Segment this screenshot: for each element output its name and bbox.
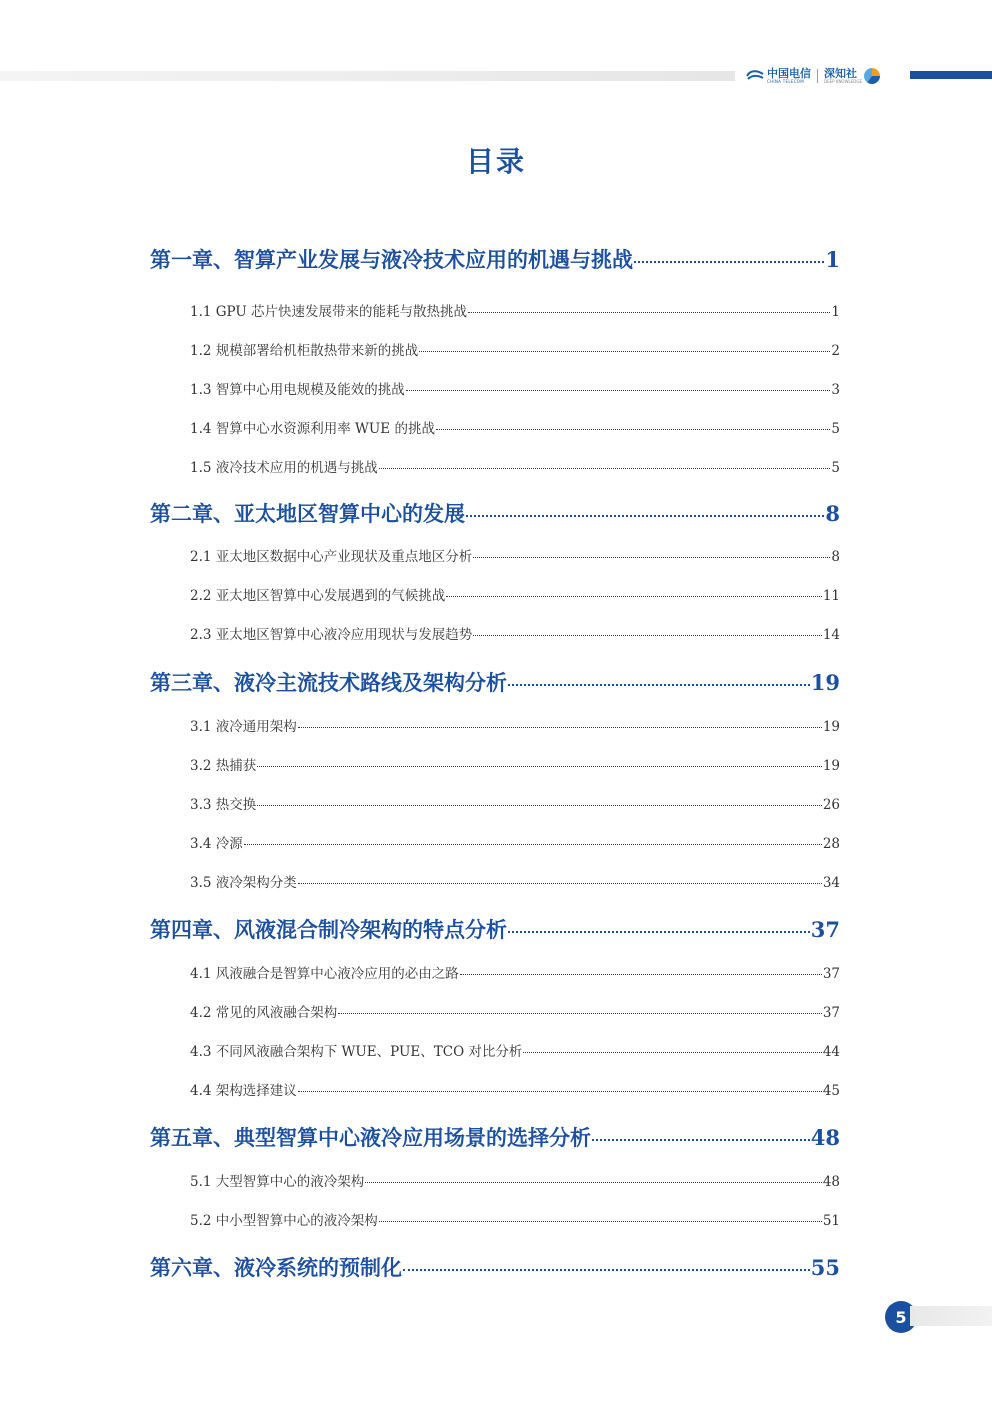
toc-entry-label: 1.1 GPU 芯片快速发展带来的能耗与散热挑战 <box>190 304 468 320</box>
toc-section-entry[interactable] <box>150 871 840 891</box>
toc-entry-label: 2.1 亚太地区数据中心产业现状及重点地区分析 <box>190 549 473 565</box>
toc-dot-leader <box>244 844 822 845</box>
toc-entry-page-number: 37 <box>822 966 840 982</box>
toc-section-entry[interactable] <box>150 715 840 735</box>
toc-entry-page-number: 5 <box>831 421 840 437</box>
toc-section-entry[interactable] <box>150 456 840 476</box>
toc-entry-label: 4.2 常见的风液融合架构 <box>190 1005 338 1021</box>
china-telecom-logo-subtext: CHINA TELECOM <box>767 79 804 84</box>
toc-entry-page-number: 45 <box>822 1083 840 1099</box>
toc-section-entry[interactable] <box>150 793 840 813</box>
toc-dot-leader <box>468 312 830 313</box>
china-telecom-logo <box>745 68 811 84</box>
toc-entry-label: 第六章、液冷系统的预制化 <box>150 1255 402 1280</box>
toc-chapter-entry[interactable] <box>150 1122 840 1152</box>
toc-section-entry[interactable] <box>150 962 840 982</box>
toc-section-entry[interactable] <box>150 378 840 398</box>
toc-entry-label: 4.1 风液融合是智算中心液冷应用的必由之路 <box>190 966 459 982</box>
toc-entry-label: 3.2 热捕获 <box>190 758 257 774</box>
toc-entry-page-number: 5 <box>831 460 840 476</box>
toc-entry-label: 第三章、液冷主流技术路线及架构分析 <box>150 670 507 695</box>
shenzhishe-logo-text: 深知社 <box>824 67 857 80</box>
toc-dot-leader <box>523 1052 821 1053</box>
toc-entry-label: 2.3 亚太地区智算中心液冷应用现状与发展趋势 <box>190 627 473 643</box>
toc-dot-leader <box>379 1221 822 1222</box>
toc-dot-leader <box>257 805 822 806</box>
toc-entry-label: 2.2 亚太地区智算中心发展遇到的气候挑战 <box>190 588 446 604</box>
toc-entry-label: 1.2 规模部署给机柜散热带来新的挑战 <box>190 343 419 359</box>
toc-section-entry[interactable] <box>150 417 840 437</box>
toc-entry-page-number: 48 <box>810 1125 840 1150</box>
toc-entry-label: 第五章、典型智算中心液冷应用场景的选择分析 <box>150 1125 591 1150</box>
toc-section-entry[interactable] <box>150 339 840 359</box>
page-number-badge: 5 <box>885 1301 917 1333</box>
china-telecom-logo-text: 中国电信 <box>767 67 811 80</box>
toc-entry-label: 4.4 架构选择建议 <box>190 1083 297 1099</box>
toc-section-entry[interactable] <box>150 1001 840 1021</box>
toc-entry-page-number: 3 <box>831 382 840 398</box>
toc-dot-leader <box>634 261 824 263</box>
toc-dot-leader <box>257 766 822 767</box>
toc-entry-page-number: 19 <box>822 758 840 774</box>
toc-dot-leader <box>508 684 810 686</box>
toc-entry-label: 第二章、亚太地区智算中心的发展 <box>150 501 465 526</box>
toc-chapter-entry[interactable] <box>150 914 840 944</box>
toc-entry-page-number: 26 <box>822 797 840 813</box>
toc-dot-leader <box>406 390 831 391</box>
toc-entry-label: 3.1 液冷通用架构 <box>190 719 297 735</box>
toc-dot-leader <box>436 429 830 430</box>
toc-entry-page-number: 1 <box>831 304 840 320</box>
toc-entry-page-number: 2 <box>831 343 840 359</box>
toc-entry-page-number: 19 <box>822 719 840 735</box>
toc-entry-page-number: 37 <box>810 917 840 942</box>
toc-entry-page-number: 8 <box>831 549 840 565</box>
toc-dot-leader <box>466 515 824 517</box>
toc-dot-leader <box>508 931 810 933</box>
shenzhishe-logo <box>824 68 880 84</box>
toc-entry-label: 第一章、智算产业发展与液冷技术应用的机遇与挑战 <box>150 247 633 272</box>
header-rule-right <box>910 71 992 79</box>
toc-entry-page-number: 28 <box>822 836 840 852</box>
toc-entry-label: 1.4 智算中心水资源利用率 WUE 的挑战 <box>190 421 435 437</box>
toc-section-entry[interactable] <box>150 832 840 852</box>
toc-entry-label: 3.5 液冷架构分类 <box>190 875 297 891</box>
toc-dot-leader <box>298 883 822 884</box>
toc-dot-leader <box>473 635 822 636</box>
toc-section-entry[interactable] <box>150 1079 840 1099</box>
toc-chapter-entry[interactable] <box>150 667 840 697</box>
toc-dot-leader <box>365 1182 822 1183</box>
toc-entry-page-number: 48 <box>822 1174 840 1190</box>
china-telecom-swirl-icon <box>745 69 765 83</box>
toc-entry-page-number: 19 <box>810 670 840 695</box>
toc-entry-label: 5.2 中小型智算中心的液冷架构 <box>190 1213 378 1229</box>
toc-dot-leader <box>460 974 822 975</box>
toc-section-entry[interactable] <box>150 1170 840 1190</box>
toc-entry-page-number: 37 <box>822 1005 840 1021</box>
toc-entry-label: 1.3 智算中心用电规模及能效的挑战 <box>190 382 405 398</box>
globe-icon <box>864 68 880 84</box>
toc-entry-page-number: 51 <box>822 1213 840 1229</box>
toc-entry-page-number: 34 <box>822 875 840 891</box>
toc-section-entry[interactable] <box>150 584 840 604</box>
toc-chapter-entry[interactable] <box>150 244 840 274</box>
toc-entry-label: 3.3 热交换 <box>190 797 257 813</box>
header-logos <box>745 64 905 88</box>
toc-entry-page-number: 8 <box>825 501 840 526</box>
toc-entry-label: 4.3 不同风液融合架构下 WUE、PUE、TCO 对比分析 <box>190 1044 523 1060</box>
toc-entry-label: 1.5 液冷技术应用的机遇与挑战 <box>190 460 378 476</box>
toc-section-entry[interactable] <box>150 1040 840 1060</box>
toc-dot-leader <box>298 727 822 728</box>
toc-dot-leader <box>446 596 822 597</box>
footer-rule-right <box>910 1306 992 1326</box>
toc-entry-page-number: 14 <box>822 627 840 643</box>
toc-entry-label: 第四章、风液混合制冷架构的特点分析 <box>150 917 507 942</box>
toc-chapter-entry[interactable] <box>150 498 840 528</box>
toc-section-entry[interactable] <box>150 754 840 774</box>
toc-dot-leader <box>338 1013 822 1014</box>
toc-section-entry[interactable] <box>150 1209 840 1229</box>
toc-entry-page-number: 44 <box>822 1044 840 1060</box>
toc-dot-leader <box>419 351 830 352</box>
logo-separator <box>817 69 818 83</box>
toc-dot-leader <box>379 468 831 469</box>
toc-section-entry[interactable] <box>150 300 840 320</box>
toc-section-entry[interactable] <box>150 623 840 643</box>
page-title: 目录 <box>465 145 526 178</box>
toc-entry-page-number: 55 <box>810 1255 840 1280</box>
toc-entry-label: 5.1 大型智算中心的液冷架构 <box>190 1174 365 1190</box>
toc-dot-leader <box>473 557 830 558</box>
toc-chapter-entry[interactable] <box>150 1252 840 1282</box>
toc-entry-label: 3.4 冷源 <box>190 836 243 852</box>
toc-dot-leader <box>403 1269 810 1271</box>
toc-dot-leader <box>592 1139 810 1141</box>
header-rule-left <box>0 71 735 81</box>
shenzhishe-logo-subtext: DEEP KNOWLEDGE <box>824 79 862 84</box>
toc-dot-leader <box>298 1091 822 1092</box>
toc-section-entry[interactable] <box>150 545 840 565</box>
toc-entry-page-number: 11 <box>822 588 840 604</box>
toc-entry-page-number: 1 <box>825 247 840 272</box>
